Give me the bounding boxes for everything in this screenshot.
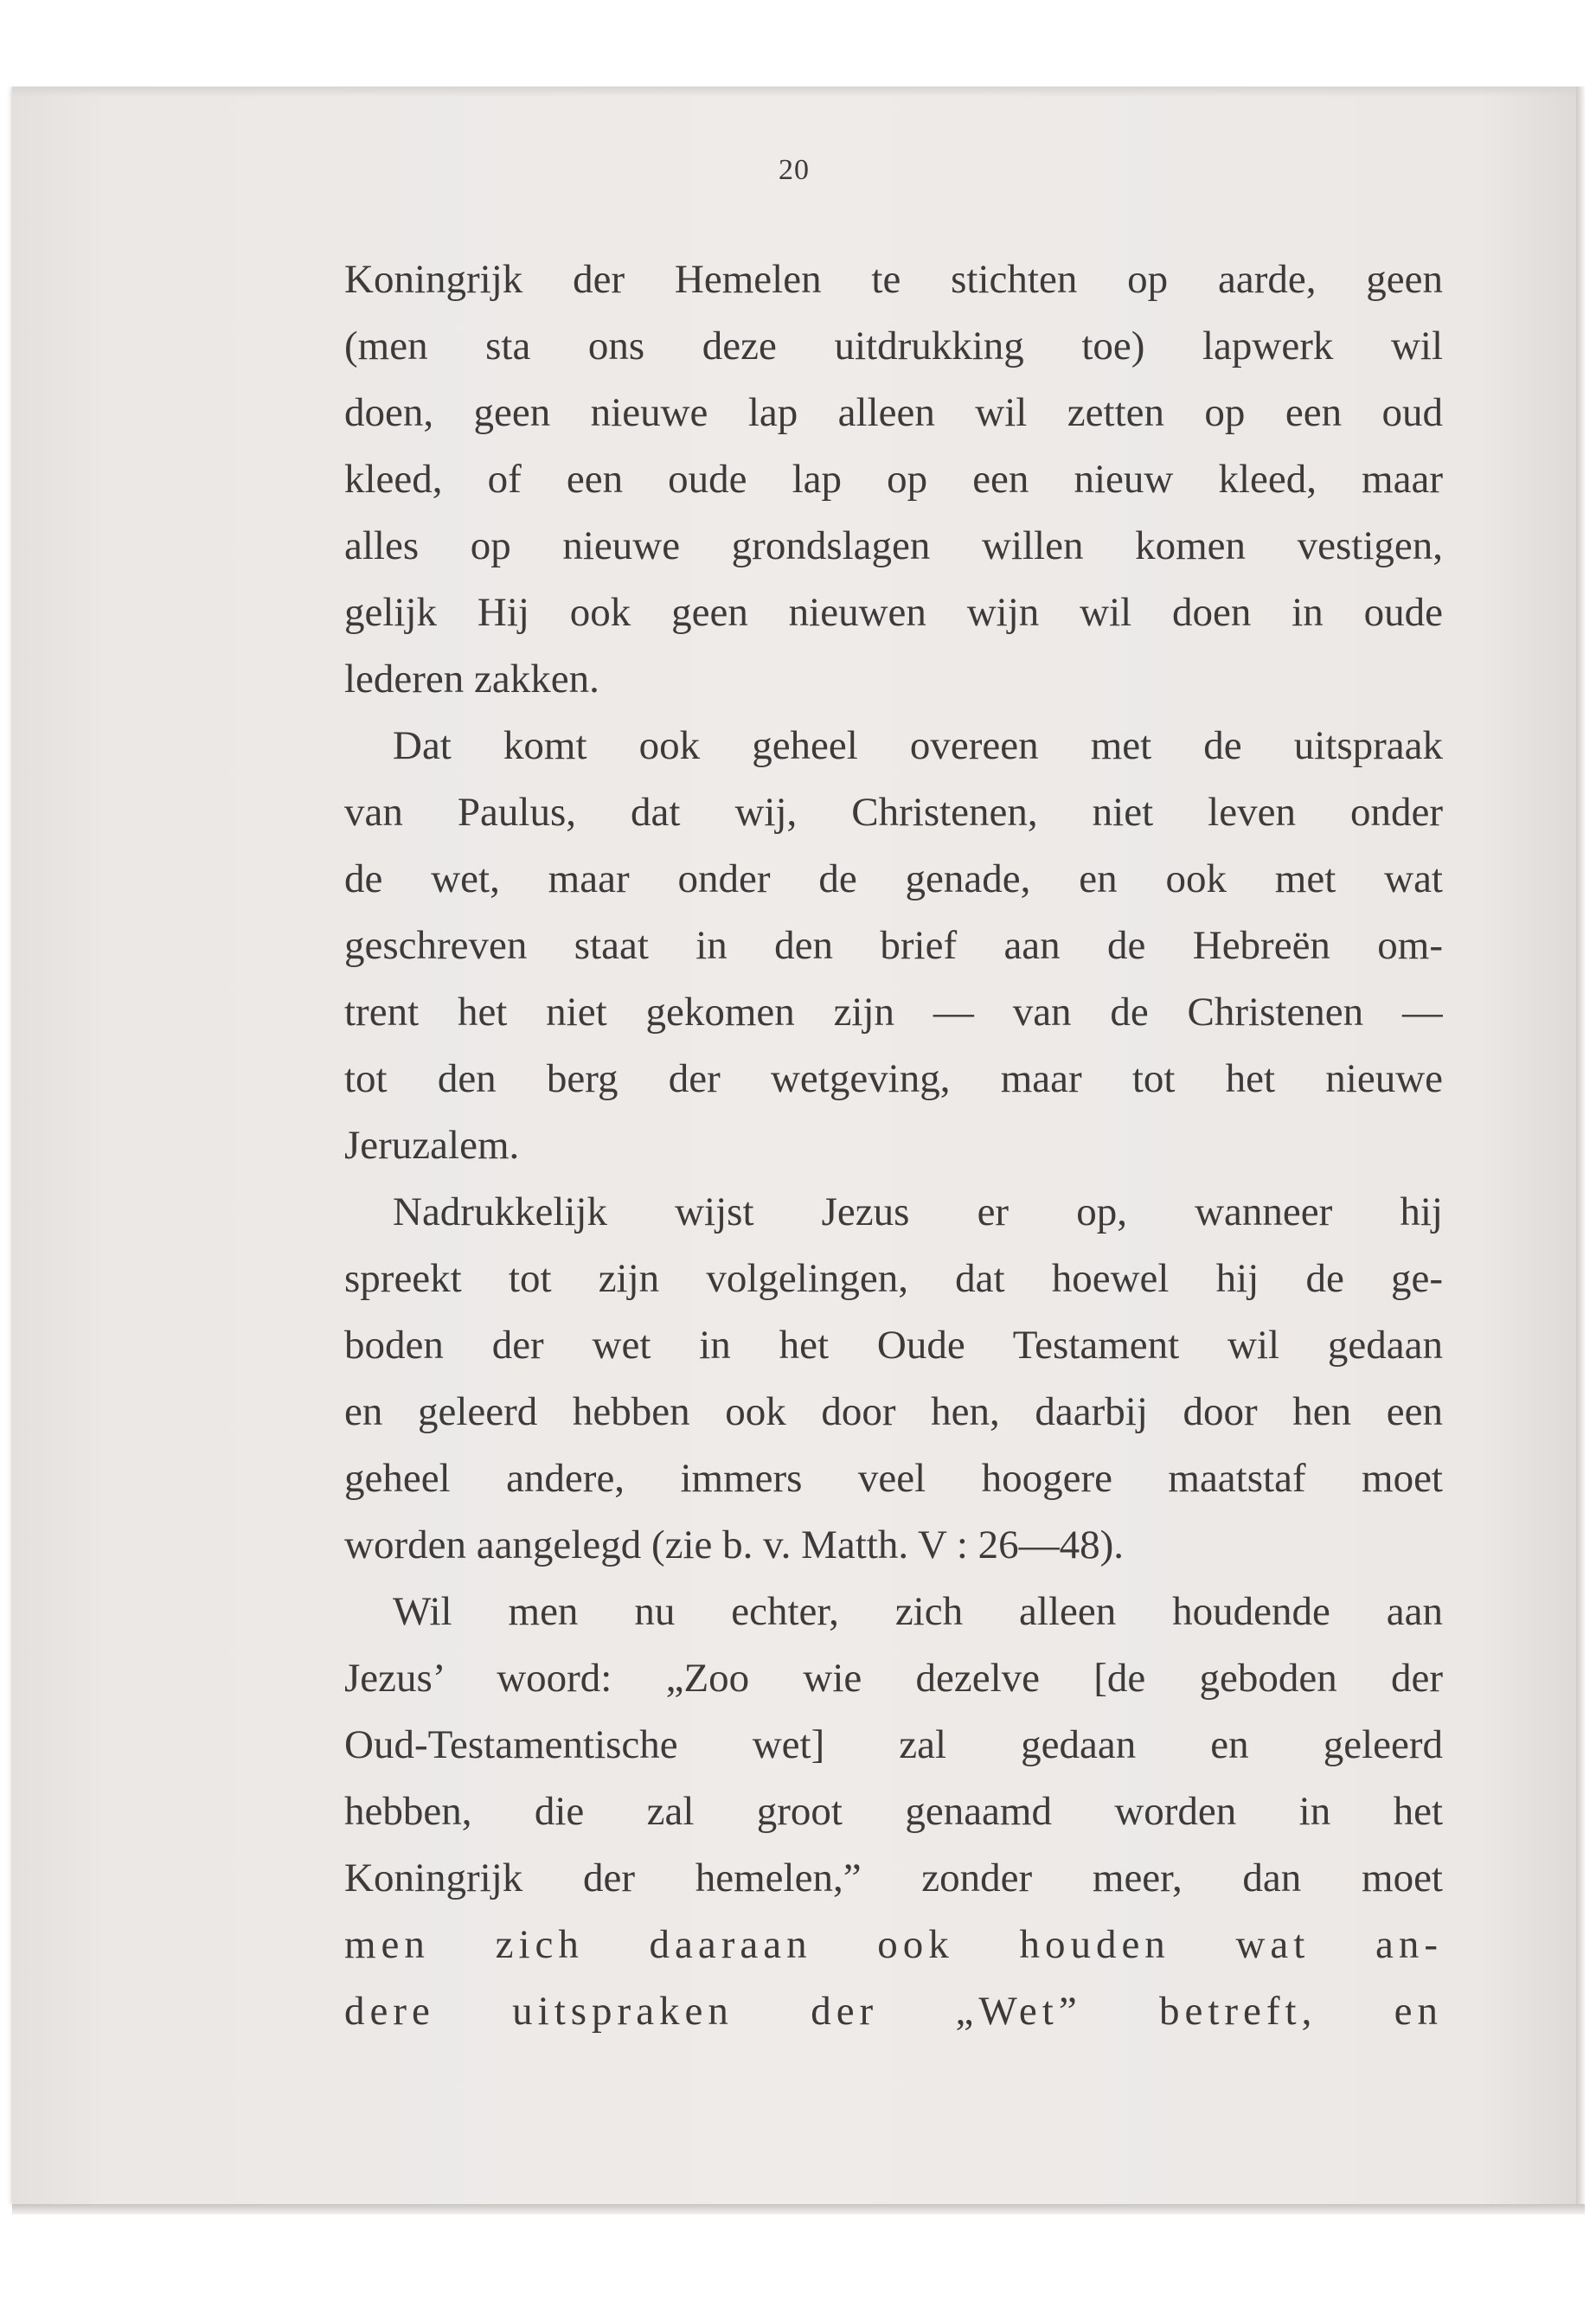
text-line: alles op nieuwe grondslagen willen komen vestigen,: [344, 523, 1443, 568]
paragraph-start: Wil men nu echter, zich alleen houdende aan: [393, 1589, 1443, 1634]
paragraph-start: Nadrukkelijk wijst Jezus er op, wanneer hij: [393, 1189, 1443, 1234]
text-line: lederen zakken.: [344, 657, 599, 702]
paper-edge-bottom: [12, 2204, 1585, 2214]
text-line-spaced: dere uitspraken der „Wet” betreft, en: [344, 1989, 1443, 2034]
body-text: [344, 253, 1443, 2052]
paragraph-start: Dat komt ook geheel overeen met de uitspraak: [393, 723, 1443, 768]
text-line: geheel andere, immers veel hoogere maatstaf moet: [344, 1456, 1443, 1501]
text-line: doen, geen nieuwe lap alleen wil zetten op een oud: [344, 390, 1443, 435]
text-line: worden aangelegd (zie b. v. Matth. V : 26—48).: [344, 1522, 1125, 1567]
text-line: de wet, maar onder de genade, en ook met wat: [344, 856, 1443, 901]
text-line: trent het niet gekomen zijn — van de Christenen —: [344, 990, 1443, 1035]
text-line: Oud-Testamentische wet] zal gedaan en geleerd: [344, 1722, 1443, 1767]
paper-sheet: [12, 87, 1576, 2204]
text-line: spreekt tot zijn volgelingen, dat hoewel hij de ge-: [344, 1256, 1443, 1301]
text-line-spaced: men zich daaraan ook houden wat an-: [344, 1922, 1443, 1967]
text-line: Jezus’ woord: „Zoo wie dezelve [de geboden der: [344, 1656, 1443, 1701]
text-line: (men sta ons deze uitdrukking toe) lapwerk wil: [344, 324, 1443, 369]
text-line: van Paulus, dat wij, Christenen, niet leven onder: [344, 790, 1443, 835]
text-line: gelijk Hij ook geen nieuwen wijn wil doen in oude: [344, 590, 1443, 635]
paper-edge-right: [1576, 87, 1585, 2204]
text-line: Jeruzalem.: [344, 1123, 520, 1168]
text-line: en geleerd hebben ook door hen, daarbij door hen een: [344, 1389, 1443, 1434]
scanned-page: [0, 87, 1596, 2214]
text-line: geschreven staat in den brief aan de Hebreën om-: [344, 923, 1443, 968]
text-line: hebben, die zal groot genaamd worden in het: [344, 1789, 1443, 1834]
text-line: kleed, of een oude lap op een nieuw kleed, maar: [344, 457, 1443, 502]
page-number: 20: [779, 154, 810, 186]
text-line: Koningrijk der Hemelen te stichten op aarde, geen: [344, 257, 1443, 302]
text-line: tot den berg der wetgeving, maar tot het nieuwe: [344, 1056, 1443, 1101]
text-line: boden der wet in het Oude Testament wil gedaan: [344, 1323, 1443, 1368]
text-line: Koningrijk der hemelen,” zonder meer, dan moet: [344, 1856, 1443, 1900]
